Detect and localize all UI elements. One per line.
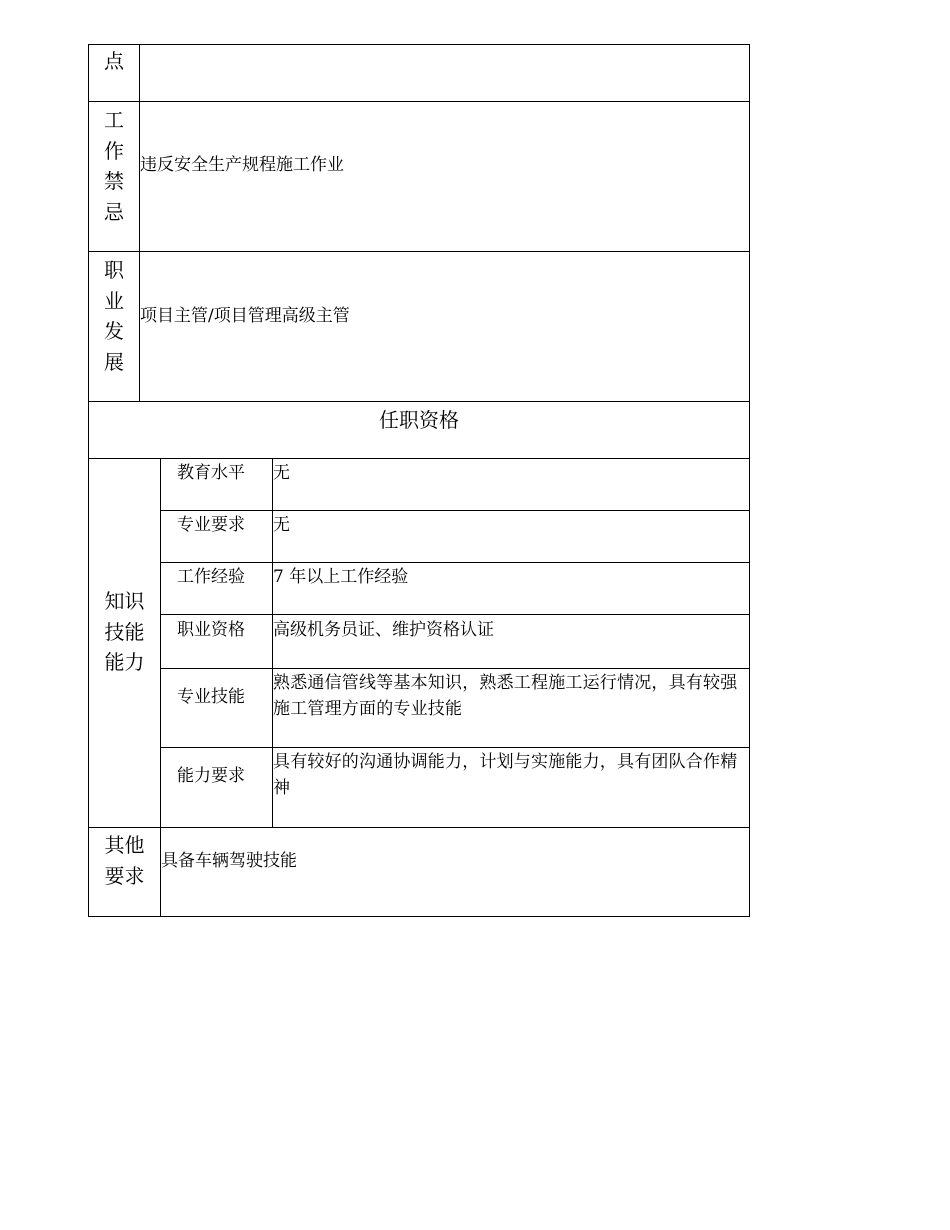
other-value: 具备车辆驾驶技能 [161,851,297,871]
taboo-label-char: 忌 [104,199,124,224]
other-label-line: 要求 [104,863,145,888]
table-row [161,747,750,827]
qualifications-header [88,401,750,459]
row-point [88,44,750,102]
item-value: 7 年以上工作经验 [273,567,409,587]
table-row [161,668,750,748]
job-spec-table [88,44,750,917]
item-label: 职业资格 [177,620,245,640]
table-row [161,458,750,511]
qualifications-title: 任职资格 [379,408,459,432]
taboo-label [88,105,140,227]
item-label: 教育水平 [177,463,245,483]
career-label-char: 发 [104,319,124,343]
item-label: 工作经验 [177,567,245,587]
point-label: 点 [104,49,124,73]
item-value: 无 [273,515,290,535]
taboo-label-char: 禁 [104,169,124,193]
taboo-label-char: 作 [104,138,124,163]
group-label-line: 能力 [104,650,145,674]
career-label-cell [88,251,140,402]
other-label [88,830,161,891]
group-label-cell [88,458,161,828]
career-label [88,255,140,377]
table-row [161,562,750,615]
table-row [161,510,750,563]
career-label-char: 职 [104,258,124,282]
item-value: 高级机务员证、维护资格认证 [273,620,494,640]
other-label-cell [88,827,161,917]
item-label: 能力要求 [177,766,245,786]
group-label-line: 知识 [104,589,145,613]
group-label [88,586,161,678]
item-value: 无 [273,463,290,483]
other-label-line: 其他 [104,833,145,857]
table-row [161,615,750,669]
taboo-text: 违反安全生产规程施工作业 [140,155,344,175]
taboo-label-char: 工 [104,108,124,132]
group-label-line: 技能 [104,619,145,644]
item-label: 专业要求 [177,515,245,535]
taboo-label-cell [88,101,140,252]
career-label-char: 展 [104,349,124,374]
career-text: 项目主管/项目管理高级主管 [140,306,350,326]
career-label-char: 业 [104,288,124,313]
item-value: 熟悉通信管线等基本知识，熟悉工程施工运行情况，具有较强施工管理方面的专业技能 [273,673,738,719]
point-label-cell [88,44,140,102]
item-label: 专业技能 [177,687,245,707]
item-value: 具有较好的沟通协调能力，计划与实施能力，具有团队合作精神 [273,752,738,798]
